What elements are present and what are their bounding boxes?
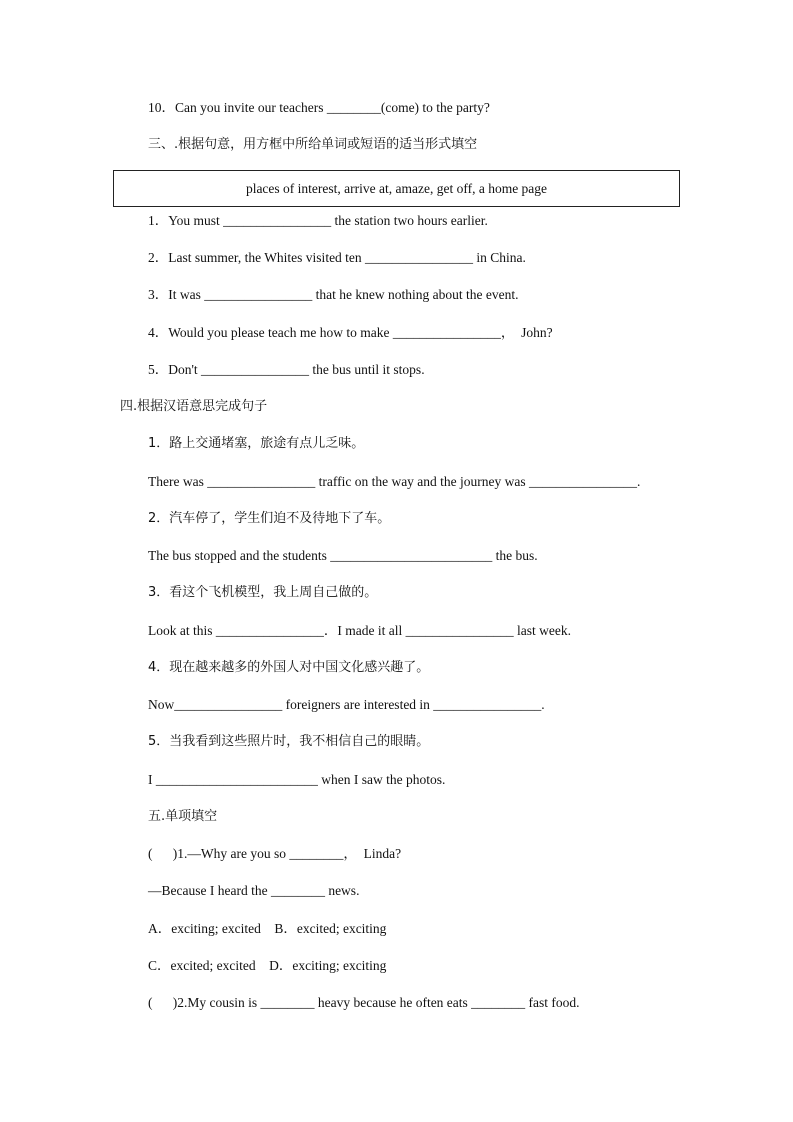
s5-option-cd: C．excited; excited D．exciting; exciting [148, 958, 387, 973]
s4-item-2-cn: 2．汽车停了，学生们迫不及待地下了车。 [148, 511, 391, 526]
s4-item-4-cn: 4．现在越来越多的外国人对中国文化感兴趣了。 [148, 660, 430, 675]
s3-item-5: 5．Don't ________________ the bus until it stops. [148, 362, 425, 377]
word-box [113, 170, 680, 207]
s4-item-1-en: There was ________________ traffic on the way and the journey was ________________. [148, 474, 641, 489]
s3-item-1: 1．You must ________________ the station two hours earlier. [148, 213, 488, 228]
s4-item-2-en: The bus stopped and the students ________________________ the bus. [148, 548, 538, 563]
section5-heading: 五.单项填空 [148, 809, 218, 824]
s4-item-3-en: Look at this ________________．I made it all ________________ last week. [148, 623, 571, 638]
s3-item-4: 4．Would you please teach me how to make ________________， John? [148, 325, 553, 340]
s5-option-ab: A．exciting; excited B．excited; exciting [148, 921, 387, 936]
section3-heading: 三、.根据句意，用方框中所给单词或短语的适当形式填空 [148, 137, 478, 152]
s4-item-5-en: I ________________________ when I saw the photos. [148, 772, 446, 787]
s3-item-2: 2．Last summer, the Whites visited ten ________________ in China. [148, 250, 526, 265]
s4-item-3-cn: 3．看这个飞机模型，我上周自己做的。 [148, 585, 378, 600]
s4-item-1-cn: 1．路上交通堵塞，旅途有点儿乏味。 [148, 436, 365, 451]
s4-item-4-en: Now________________ foreigners are interested in ________________. [148, 697, 545, 712]
section4-heading: 四.根据汉语意思完成句子 [120, 399, 268, 414]
s5-line-1: ( )1.—Why are you so ________， Linda? [148, 846, 402, 861]
word-box-text: places of interest, arrive at, amaze, get off, a home page [245, 180, 548, 196]
question-10: 10．Can you invite our teachers ________(come) to the party? [148, 100, 490, 115]
s5-line-5: ( )2.My cousin is ________ heavy because he often eats ________ fast food. [148, 995, 580, 1010]
s5-line-2: —Because I heard the ________ news. [148, 883, 360, 898]
s3-item-3: 3．It was ________________ that he knew nothing about the event. [148, 287, 519, 302]
s4-item-5-cn: 5．当我看到这些照片时，我不相信自己的眼睛。 [148, 734, 430, 749]
